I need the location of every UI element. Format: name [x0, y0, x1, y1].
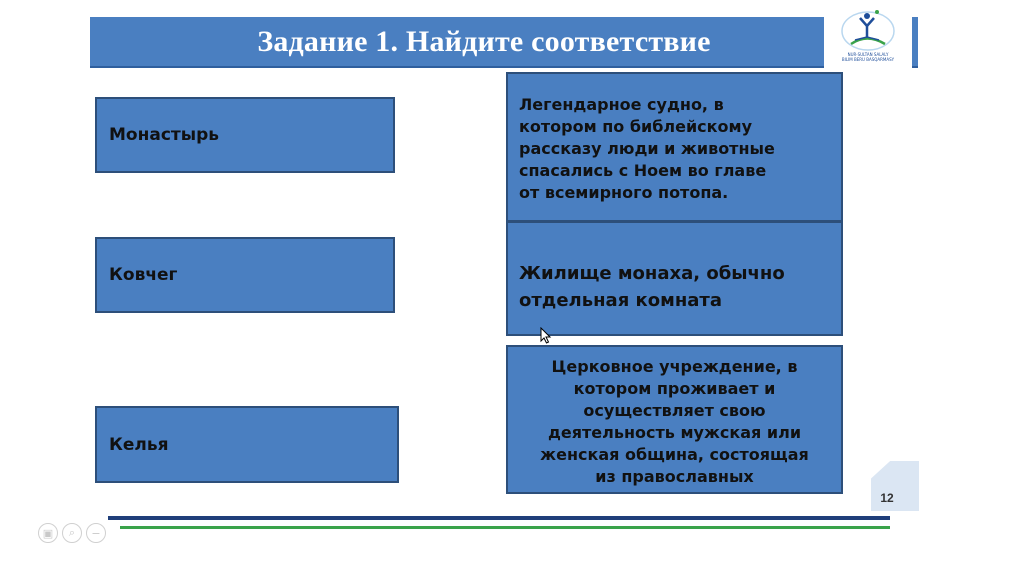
- logo-caption-line1: NUR-SULTAN SALALY: [847, 52, 889, 57]
- definition-box-cell[interactable]: [506, 221, 843, 336]
- title-bar: [90, 17, 918, 68]
- term-box-ark[interactable]: [95, 237, 395, 313]
- definition-line: Жилище монаха, обычно: [519, 263, 785, 284]
- definition-box-monastery[interactable]: [506, 345, 843, 494]
- definition-line: от всемирного потопа.: [519, 183, 729, 202]
- viewer-controls: [38, 523, 106, 545]
- definition-line: из православных: [595, 467, 754, 486]
- term-label: Ковчег: [109, 265, 178, 285]
- zoom-icon[interactable]: ⌕: [62, 523, 82, 543]
- view-icon[interactable]: ▣: [38, 523, 58, 543]
- logo: [824, 4, 912, 78]
- logo-emblem-icon: [824, 4, 912, 54]
- definition-line: осуществляет свою: [583, 401, 766, 420]
- page-number: 12: [880, 491, 894, 505]
- definition-line: спасались с Ноем во главе: [519, 161, 767, 180]
- footer-line-blue: [108, 516, 890, 520]
- definition-line: деятельность мужская или: [547, 423, 802, 442]
- definition-line: Церковное учреждение, в: [551, 357, 798, 376]
- definition-line: Легендарное судно, в: [519, 95, 724, 114]
- definition-line: отдельная комната: [519, 290, 722, 311]
- term-label: Монастырь: [109, 125, 220, 145]
- minus-icon[interactable]: −: [86, 523, 106, 543]
- term-label: Келья: [109, 434, 169, 455]
- slide-title: Задание 1. Найдите соответствие: [257, 24, 711, 58]
- logo-caption-line2: BILIM BERU BASQARMASY: [841, 57, 895, 62]
- term-box-cell[interactable]: [95, 406, 399, 483]
- footer-line-green: [120, 526, 890, 529]
- definition-line: котором по библейскому: [519, 117, 753, 136]
- definition-box-ark[interactable]: [506, 72, 843, 222]
- definition-line: женская община, состоящая: [540, 445, 809, 464]
- mouse-cursor-icon: [540, 327, 552, 345]
- definition-line: котором проживает и: [573, 379, 776, 398]
- term-box-monastery[interactable]: [95, 97, 395, 173]
- definition-line: рассказу люди и животные: [519, 139, 775, 158]
